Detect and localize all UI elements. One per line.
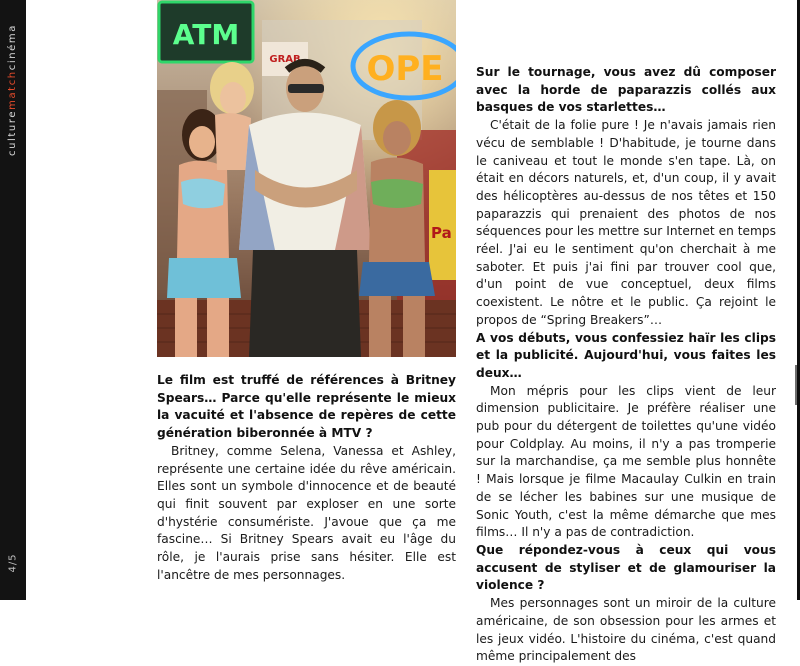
interview-answer-3: Mon mépris pour les clips vient de leur dimension publicitaire. Je préfère réaliser une pub pour du détergent de toilettes qu'une vidéo pour Coldplay. Au moins, il n'y a pas tromperie sur la marchandise, ça me semble plus honnête ! Mais lorsque je filme Macaulay Culkin en train de se lécher les babines sur une musique de Sonic Youth, c'est la même démarche que mes films… Il n'y a pas de contradiction. [476,383,776,540]
interview-answer-4: Mes personnages sont un miroir de la culture américaine, de son obsession pour les armes et les jeux vidéo. L'histoire du cinéma, c'est quand même principalement des [476,596,776,664]
interview-answer-2: C'était de la folie pure ! Je n'avais jamais rien vécu de semblable ! D'habitude, je tourne dans le caniveau et tout le monde s'en tape. Là, on était en décors naturels, et, d'un coup, il y avait des hélicoptères au-dessus de nos têtes et 150 paparazzis qui prenaient des photos de nos séquences pour les mettre sur Internet en temps réel. J'ai eu le sentiment qu'on cherchait à me saboter. Et puis j'ai fini par trouver cool que, d'un point de vue conceptuel, deux films coexistent. Le nôtre et le public. Ça rejoint le propos de “Spring Breakers”… [476,118,776,327]
atm-sign-text: ATM [172,18,240,51]
interview-question-2: Sur le tournage, vous avez dû composer avec la horde de paparazzis collés aux basques de vos starlettes… [476,65,776,115]
side-sign-text: Pa [431,224,452,242]
left-sidebar [0,0,26,600]
article-left-column [157,372,456,584]
scrollbar-thumb[interactable] [795,365,797,405]
interview-question-4: Que répondez-vous à ceux qui vous accusent de styliser et de glamouriser la violence ? [476,542,776,593]
interview-answer-1: Britney, comme Selena, Vanessa et Ashley, représente une certaine idée du rêve américain. Elles sont un symbole d'innocence et de beauté qui finit souvent par exploser en une sorte d'hystérie consumériste. J'avoue que ça me fascine… Si Britney Spears avait eu l'âge du rôle, je l'aurais prise sans hésiter. Elle est l'ancêtre de mes personnages. [157,443,456,582]
page-number: 4/5 [7,553,19,573]
interview-question-3: A vos débuts, vous confessiez haïr les clips et la publicité. Aujourd'hui, vous faites les deux… [476,330,776,380]
section-label [7,24,19,156]
interview-question-1: Le film est truffé de références à Britney Spears… Parce qu'elle représente le mieux la vacuité et l'absence de repères de cette génération biberonnée à MTV ? [157,373,456,441]
grab-sign-text: GRAB [269,54,301,65]
open-sign-text: OPE [366,49,444,89]
section-label-cinema: cinéma [7,23,18,71]
article-right-column [476,64,776,666]
section-label-culture: culture [7,109,18,157]
article-photo [157,0,456,357]
section-label-match: match [7,70,18,110]
